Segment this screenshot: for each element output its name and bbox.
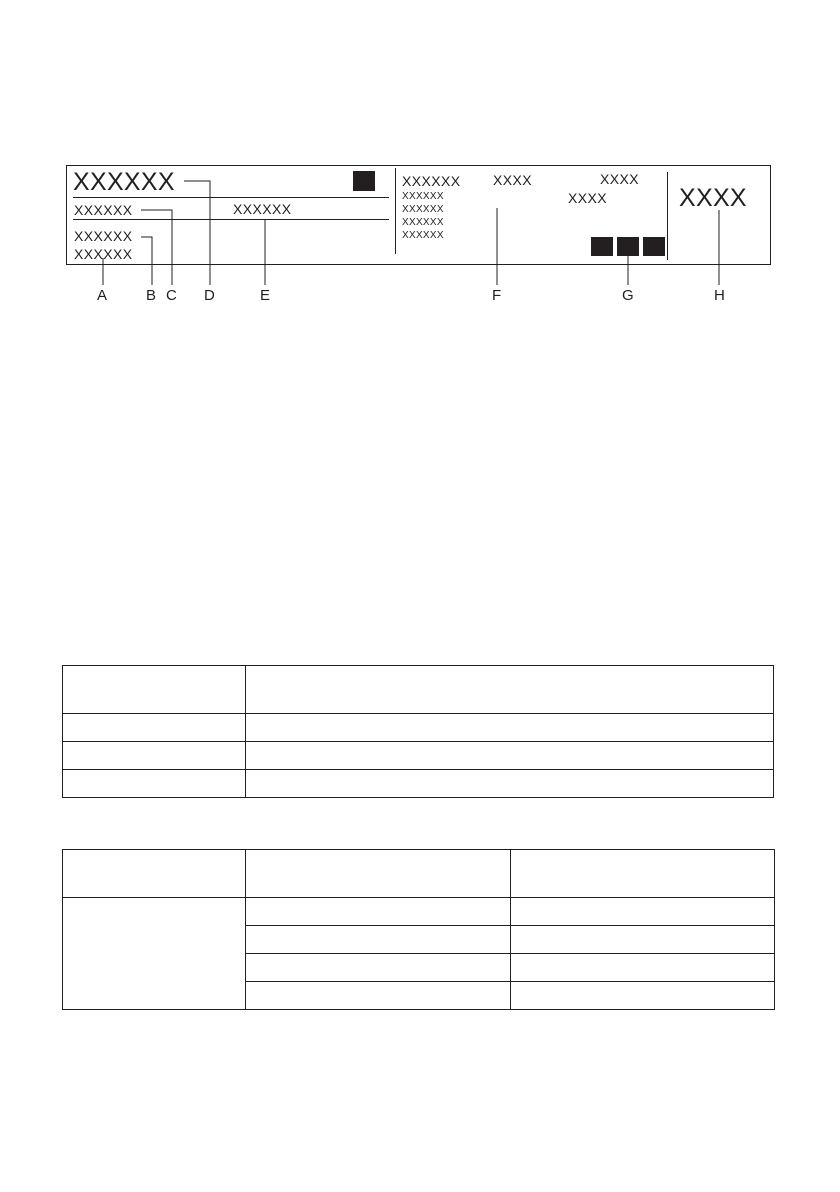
table-cell	[246, 666, 774, 714]
callout-g: G	[622, 287, 634, 304]
callout-e: E	[260, 287, 271, 304]
table-cell	[246, 982, 511, 1010]
table-header-row	[63, 850, 775, 898]
table-cell	[246, 714, 774, 742]
table-row	[63, 742, 774, 770]
label-mid-head-2: XXXX	[493, 172, 532, 188]
label-row2-left: XXXXXX	[74, 202, 133, 218]
table-row	[63, 714, 774, 742]
table-cell	[246, 850, 511, 898]
callout-d: D	[204, 287, 215, 304]
table-cell	[511, 926, 775, 954]
label-right-value: XXXX	[679, 184, 747, 212]
table-cell	[511, 850, 775, 898]
label-square-marker	[353, 171, 375, 191]
table-cell	[246, 954, 511, 982]
label-square-2	[617, 237, 639, 256]
label-diagram	[0, 0, 840, 320]
label-mid-head-3: XXXX	[600, 171, 639, 187]
callout-f: F	[492, 287, 502, 304]
callout-b: B	[146, 287, 157, 304]
table-cell	[63, 770, 246, 798]
table-cell	[63, 742, 246, 770]
table-1	[62, 665, 774, 798]
label-row2-mid: XXXXXX	[233, 201, 292, 217]
table-header-row	[63, 666, 774, 714]
callout-a: A	[97, 287, 108, 304]
callout-c: C	[166, 287, 177, 304]
table-cell	[63, 850, 246, 898]
label-row3-line2: XXXXXX	[74, 246, 133, 262]
table-cell	[246, 742, 774, 770]
table-cell	[511, 898, 775, 926]
label-mid-list-item: XXXXXX	[402, 191, 444, 202]
table-row	[63, 898, 775, 926]
table-cell	[63, 714, 246, 742]
table-cell	[246, 898, 511, 926]
leader-line-d	[184, 181, 210, 285]
table-2	[62, 849, 775, 1010]
table-cell	[63, 666, 246, 714]
label-mid-head-1: XXXXXX	[402, 173, 461, 189]
label-mid-head-4: XXXX	[568, 190, 607, 206]
table-cell	[246, 926, 511, 954]
callout-h: H	[714, 287, 725, 304]
label-square-1	[591, 237, 613, 256]
label-mid-list-item: XXXXXX	[402, 204, 444, 215]
table-row	[63, 770, 774, 798]
table-cell	[511, 982, 775, 1010]
table-merged-cell	[63, 898, 246, 1010]
label-row3-line1: XXXXXX	[74, 228, 133, 244]
leader-line-c	[141, 210, 172, 285]
table-cell	[511, 954, 775, 982]
label-title: XXXXXX	[73, 168, 175, 196]
leader-line-b	[141, 237, 152, 285]
label-square-3	[643, 237, 665, 256]
table-cell	[246, 770, 774, 798]
label-mid-list-item: XXXXXX	[402, 217, 444, 228]
label-mid-list-item: XXXXXX	[402, 230, 444, 241]
